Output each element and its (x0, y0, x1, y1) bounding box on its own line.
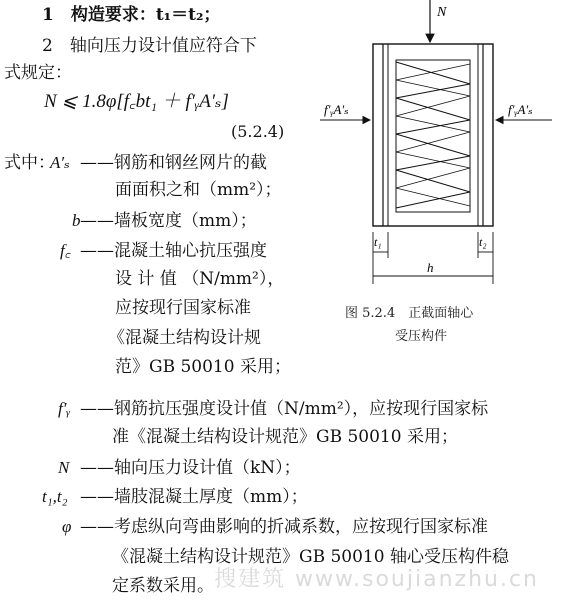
t1-label: t₁ (374, 235, 382, 249)
figure-caption-line-1: 图 5.2.4 正截面轴心 (345, 306, 474, 321)
def-fy-line-1: ——钢筋抗压强度设计值（N/mm²），应按现行国家标 (80, 399, 489, 419)
def-fc-line-1: ——混凝土轴心抗压强度 (80, 241, 267, 261)
def-fc-line-3: 应按现行国家标准 (115, 298, 251, 318)
def-phi-line-1: ——考虑纵向弯曲影响的折减系数，应按现行国家标准 (80, 517, 488, 537)
def-fc-line-2: 设 计 值 （N/mm²）， (115, 269, 285, 289)
def-fy-line-2: 准《混凝土结构设计规范》GB 50010 采用； (112, 427, 458, 447)
symbol-As: A′ₛ (50, 153, 70, 172)
def-t1-t2: ——墙肢混凝土厚度（mm）； (80, 487, 308, 507)
clause-2-line-1: 2 轴向压力设计值应符合下 (42, 36, 257, 56)
symbol-fy: f′ᵧ (58, 399, 71, 418)
section-figure (310, 0, 560, 300)
left-force-label: f′ᵧA′ₛ (324, 102, 349, 117)
symbol-phi: φ (62, 517, 72, 536)
formula: N ⩽ 1.8φ[f꜀bt₁ ＋ f′ᵧA′ₛ] (44, 91, 229, 112)
symbol-fc: f꜀ (60, 241, 71, 260)
def-N: ——轴向压力设计值（kN）； (80, 458, 301, 478)
where-label: 式中： (4, 153, 55, 173)
axial-force-label: N (437, 5, 447, 20)
symbol-N: N (58, 458, 70, 477)
formula-number: (5.2.4) (231, 122, 285, 141)
h-label: h (427, 260, 434, 275)
wall-outline (373, 44, 493, 226)
clause-2-line-2: 式规定： (4, 63, 72, 83)
def-phi-line-2: 《混凝土结构设计规范》GB 50010 轴心受压构件稳 (112, 547, 509, 567)
watermark: 搜建筑 www.soujianzhu.cn (214, 567, 539, 592)
symbol-b: b (72, 211, 81, 230)
def-b: ——墙板宽度（mm）； (80, 211, 257, 231)
figure-caption-line-2: 受压构件 (395, 329, 448, 344)
right-force-label: f′ᵧA′ₛ (508, 102, 533, 117)
t2-label: t₂ (479, 235, 487, 249)
def-phi-line-3: 定系数采用。 (112, 576, 214, 596)
def-As-line-1: ——钢筋和钢丝网片的截 (80, 153, 267, 173)
symbol-t1-t2: t₁,t₂ (42, 487, 68, 506)
clause-1: 1 构造要求：t₁＝t₂； (42, 5, 221, 25)
def-fc-line-5: 范》GB 50010 采用； (115, 357, 291, 377)
def-As-line-2: 面面积之和（mm²）； (115, 180, 282, 200)
def-fc-line-4: 《混凝土结构设计规 (108, 328, 261, 348)
